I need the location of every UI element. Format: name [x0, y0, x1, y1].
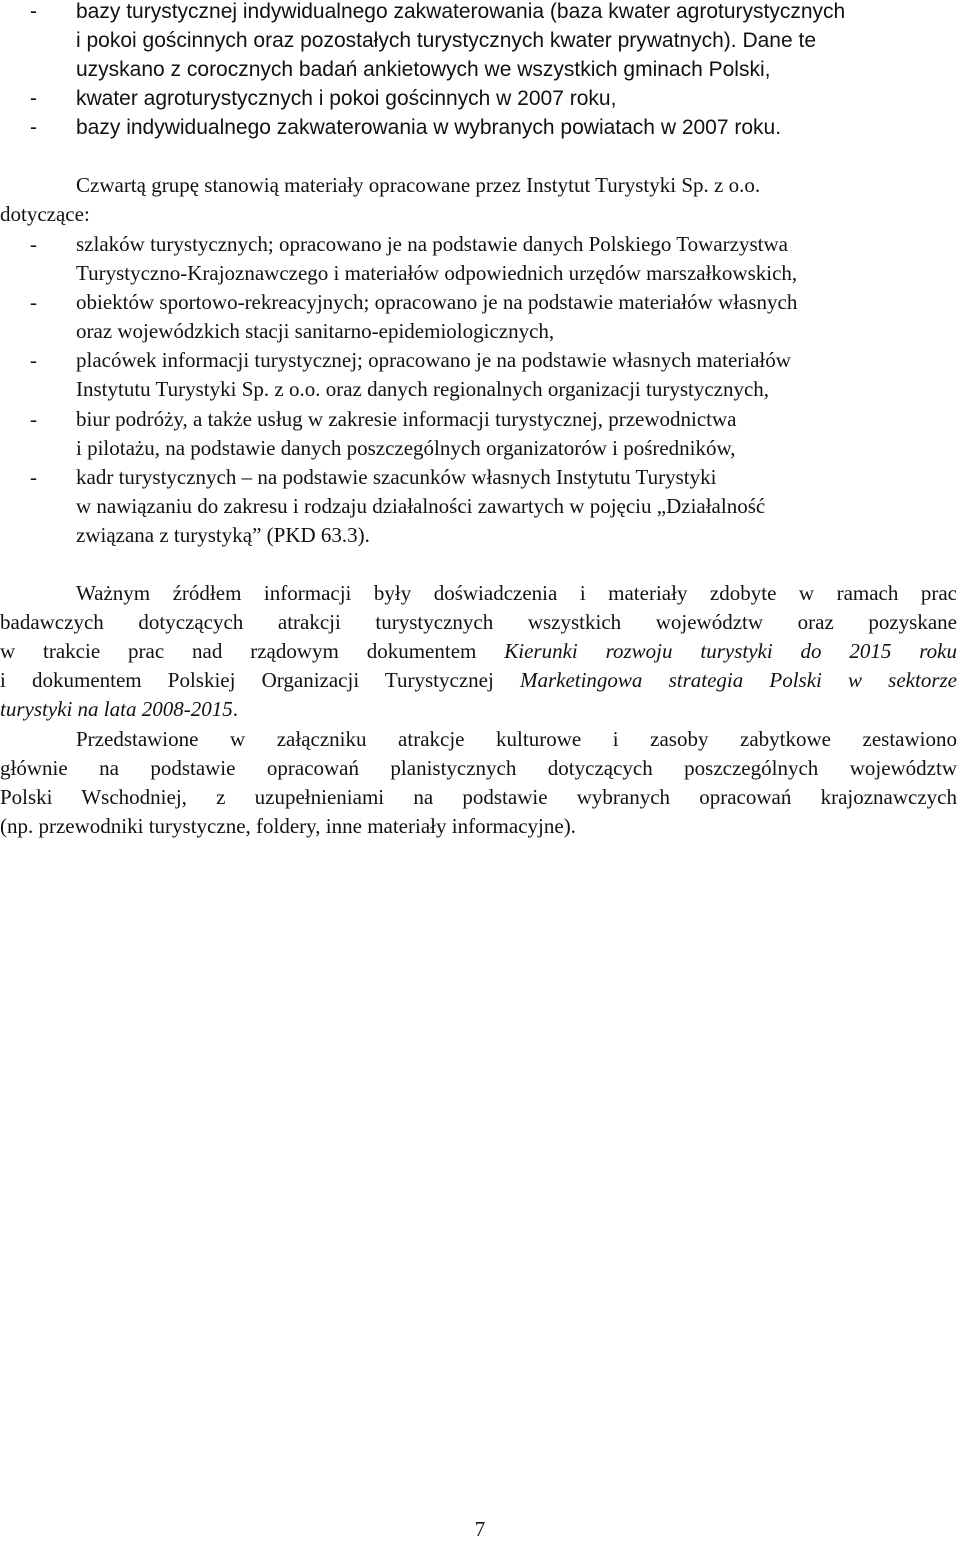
paragraph-line: i dokumentem Polskiej Organizacji Turystycznej Marketingowa strategia Polski w sektorze	[0, 668, 957, 692]
document-title: turystyki na lata 2008-2015	[0, 697, 233, 721]
paragraph-line: głównie na podstawie opracowań planistycznych dotyczących poszczególnych województw	[0, 756, 957, 780]
paragraph-line: turystyki na lata 2008-2015.	[0, 697, 238, 721]
document-title: Marketingowa strategia Polski w sektorze	[519, 668, 957, 692]
paragraph-line: Przedstawione w załączniku atrakcje kulturowe i zasoby zabytkowe zestawiono	[76, 727, 957, 751]
page-number: 7	[474, 1517, 486, 1541]
paragraph-line: Polski Wschodniej, z uzupełnieniami na podstawie wybranych opracowań krajoznawczych	[0, 785, 957, 809]
document-title: Kierunki rozwoju turystyki do 2015 roku	[504, 639, 957, 663]
paragraph-line: w trakcie prac nad rządowym dokumentem Kierunki rozwoju turystyki do 2015 roku	[0, 639, 957, 663]
document-page: - bazy turystycznej indywidualnego zakwaterowania (baza kwater agroturystycznych i pokoi gościnnych oraz pozostałych turystycznych kwater prywatnych). Dane te uzyskano z corocznych badań ankietowych we wszystkich gminach Polski, - kwater agroturystycznych i pokoi gościnnych w 2007 roku, - bazy indywidualnego zakwaterowania w wybranych powiatach w 2007 roku. Czwartą grupę stanowią materiały opracowane przez Instytut Turystyki Sp. z o.o. dotyczące: - szlaków turystycznych; opracowano je na podstawie danych Polskiego Towarzystwa Turystyczno-Krajoznawczego i materiałów odpowiednich urzędów marszałkowskich, - obiektów sportowo-rekreacyjnych; opracowano je na podstawie materiałów własnych oraz wojewódzkich stacji sanitarno-epidemiologicznych, - placówek informacji turystycznej; opracowano je na podstawie własnych materiałów Instytutu Turystyki Sp. z o.o. oraz danych regionalnych organizacji turystycznych, - biur podróży, a także usług w zakresie informacji turystycznej, przewodnictwa i pilotażu, na podstawie danych poszczególnych organizatorów i pośredników, - kadr turystycznych – na podstawie szacunków własnych Instytutu Turystyki w nawiązaniu do zakresu i rodzaju działalności zawartych w pojęciu „Działalność związana z turystyką” (PKD 63.3). Ważnym źródłem informacji były doświadczenia i materiały zdobyte w ramach prac badawczych dotyczących atrakcji turystycznych wszystkich województw oraz pozyskane w trakcie prac nad rządowym dokumentem Kierunki rozwoju turystyki do 2015 roku i dokumentem Polskiej Organizacji Turystycznej Marketingowa strategia Polski w sektorze turystyki na lata 2008-2015. Przedstawione w załączniku atrakcje kulturowe i zasoby zabytkowe zestawiono głównie na podstawie opracowań planistycznych dotyczących poszczególnych województw Polski Wschodniej, z uzupełnieniami na podstawie wybranych opracowań krajoznawczych (np. przewodniki turystyczne, foldery, inne materiały informacyjne). 7	[0, 0, 960, 1543]
paragraph-line: Ważnym źródłem informacji były doświadczenia i materiały zdobyte w ramach prac	[76, 581, 957, 605]
paragraph-line: (np. przewodniki turystyczne, foldery, inne materiały informacyjne).	[0, 814, 576, 838]
paragraph-line: badawczych dotyczących atrakcji turystycznych wszystkich województw oraz pozyskane	[0, 610, 957, 634]
